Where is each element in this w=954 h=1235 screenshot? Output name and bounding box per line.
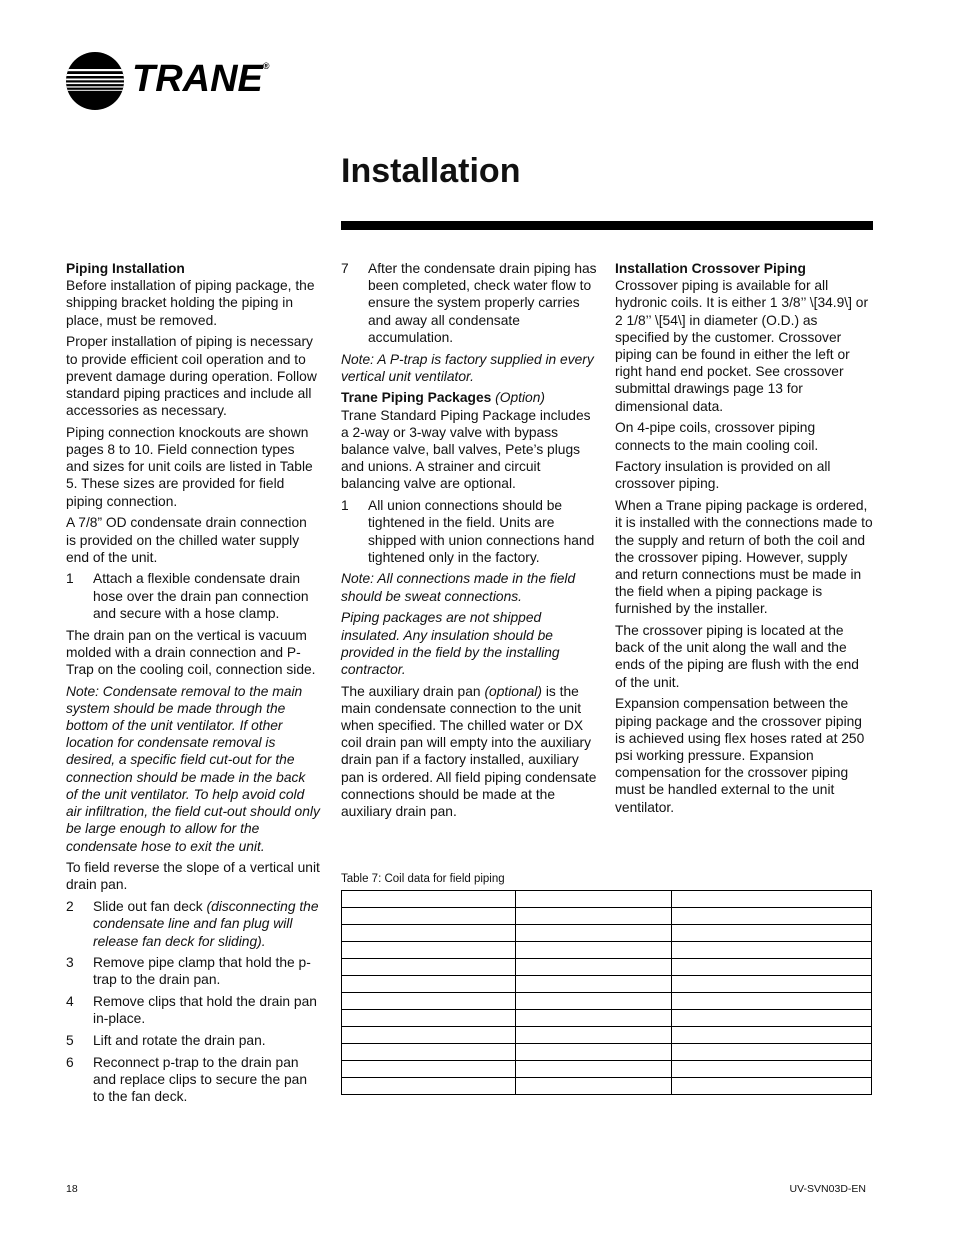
table-cell: [516, 976, 672, 993]
piping-installation-section: [66, 260, 320, 329]
step-number: 5: [66, 1033, 74, 1049]
note: Note: A P-trap is factory supplied in every vertical unit ventilator.: [341, 351, 594, 384]
step-item: [66, 993, 320, 1027]
table-cell: [516, 1010, 672, 1027]
table-cell: [342, 891, 516, 908]
paragraph: The drain pan on the vertical is vacuum molded with a drain connection and P-Trap on the cooling coil, connection side.: [66, 627, 316, 677]
step-item: [66, 1032, 320, 1049]
section-heading: Installation Crossover Piping: [615, 261, 806, 276]
table-row: [342, 1027, 872, 1044]
table-cell: [672, 1044, 872, 1061]
table-cell: [516, 925, 672, 942]
paragraph: Factory insulation is provided on all crossover piping.: [615, 459, 831, 492]
table-cell: [342, 925, 516, 942]
table-cell: [342, 993, 516, 1010]
section-heading: Trane Piping Packages: [341, 390, 492, 406]
coil-data-table: [341, 890, 872, 1095]
paragraph: The auxiliary drain pan (optional) is the main condensate connection to the unit when specified. The chilled water or DX coil drain pan will empty into the auxiliary drain pan if a factory installed, auxiliary pan is ordered. All field piping condensate connections should be made at the auxiliary drain pan.: [341, 683, 597, 820]
table-row: [342, 942, 872, 959]
trane-wordmark: TRANE®: [132, 58, 270, 100]
table-cell: [342, 1061, 516, 1078]
note: Note: All connections made in the field should be sweat connections.: [341, 571, 576, 604]
table-row: [342, 976, 872, 993]
page-number: 18: [66, 1183, 78, 1195]
table-cell: [342, 942, 516, 959]
column-2: [341, 260, 597, 825]
paragraph: Crossover piping is available for all hydronic coils. It is either 1 3/8’’ \[34.9\] or 2 1/8’’ \[54\] in diameter (O.D.) as specified by the customer. Crossover piping can be found in either the left or right hand end pocket. See crossover submittal drawings page 13 for dimensional data.: [615, 278, 869, 414]
table-cell: [516, 959, 672, 976]
step-text: Remove pipe clamp that hold the p-trap to the drain pan.: [93, 955, 311, 988]
table-cell: [672, 891, 872, 908]
paragraph: Expansion compensation between the piping package and the crossover piping is achieved using flex hoses rated at 250 psi working pressure. Expansion compensation for the crossover piping must be handled external to the unit ventilator.: [615, 696, 865, 815]
paragraph: A 7/8” OD condensate drain connection is provided on the chilled water supply end of the unit.: [66, 515, 307, 565]
table-cell: [516, 908, 672, 925]
step-text: Reconnect p-trap to the drain pan and replace clips to secure the pan to the fan deck.: [93, 1054, 307, 1105]
table-cell: [516, 1061, 672, 1078]
section-heading-option: (Option): [495, 390, 545, 406]
table-row: [342, 1044, 872, 1061]
paragraph: Before installation of piping package, the shipping bracket holding the piping in place, must be removed.: [66, 278, 315, 328]
paragraph: On 4-pipe coils, crossover piping connects to the main cooling coil.: [615, 420, 819, 453]
table-cell: [672, 1027, 872, 1044]
table-row: [342, 925, 872, 942]
step-text: Slide out fan deck (disconnecting the condensate line and fan plug will release fan deck for sliding).: [93, 899, 319, 949]
table-cell: [342, 908, 516, 925]
table-row: [342, 1010, 872, 1027]
step-number: 1: [66, 571, 74, 587]
step-text: Attach a flexible condensate drain hose over the drain pan connection and secure with a hose clamp.: [93, 571, 309, 621]
table-cell: [342, 1078, 516, 1095]
column-3: [615, 260, 873, 820]
table-caption: Table 7: Coil data for field piping: [341, 873, 505, 885]
table-cell: [672, 1010, 872, 1027]
table-cell: [672, 959, 872, 976]
table-row: [342, 959, 872, 976]
title-rule: [341, 221, 873, 230]
step-number: 1: [341, 498, 349, 514]
table-cell: [516, 942, 672, 959]
table-cell: [672, 993, 872, 1010]
table-cell: [516, 891, 672, 908]
step-number: 4: [66, 994, 74, 1010]
piping-packages-section: [341, 389, 597, 492]
table-cell: [672, 976, 872, 993]
step-text: After the condensate drain piping has been completed, check water flow to ensure the system properly carries and away all condensate accumulation.: [368, 261, 597, 345]
step-item: [66, 954, 320, 988]
paragraph: Proper installation of piping is necessary to provide efficient coil operation and to prevent damage during operation. Follow standard piping practices and include all accessories as necessary.: [66, 334, 317, 419]
table-cell: [672, 908, 872, 925]
step-item: [66, 898, 320, 950]
table-cell: [516, 1027, 672, 1044]
table-cell: [672, 942, 872, 959]
step-item: [341, 260, 597, 346]
paragraph: Trane Standard Piping Package includes a 2-way or 3-way valve with bypass balance valve, ball valves, Pete’s plugs and unions. A strainer and circuit balancing valve are optional.: [341, 407, 591, 492]
step-item: [341, 497, 597, 566]
table-row: [342, 993, 872, 1010]
table-cell: [672, 925, 872, 942]
table-row: [342, 1078, 872, 1095]
note: Piping packages are not shipped insulated. Any insulation should be provided in the field by the installing contractor.: [341, 610, 560, 677]
paragraph: When a Trane piping package is ordered, it is installed with the connections made to the supply and return of both the coil and the crossover piping. However, supply and return connections must be made in the field when a piping package is furnished by the installer.: [615, 498, 873, 617]
paragraph: Piping connection knockouts are shown pages 8 to 10. Field connection types and sizes for unit coils are listed in Table 5. These sizes are provided for field piping connection.: [66, 424, 313, 509]
step-item: [66, 570, 320, 622]
document-id: UV-SVN03D-EN: [789, 1183, 866, 1195]
step-number: 6: [66, 1054, 74, 1070]
step-text: All union connections should be tightened in the field. Units are shipped with union connections hand tightened only in the factory.: [368, 498, 595, 565]
paragraph: The crossover piping is located at the back of the unit along the wall and the ends of the piping are flush with the end of the unit.: [615, 623, 859, 690]
table-cell: [672, 1061, 872, 1078]
note: Note: Condensate removal to the main system should be made through the bottom of the unit ventilator. If other location for condensate removal is desired, a specific field cut-out for the connection should be made in the back of the unit ventilator. To help avoid cold air infiltration, the field cut-out should only be large enough to allow for the condensate hose to exit the unit.: [66, 683, 320, 854]
paragraph: To field reverse the slope of a vertical unit drain pan.: [66, 860, 320, 893]
table-cell: [516, 1044, 672, 1061]
column-1: [66, 260, 320, 1110]
section-heading: Piping Installation: [66, 261, 185, 276]
table-cell: [672, 1078, 872, 1095]
page-title: Installation: [341, 152, 521, 190]
step-text: Lift and rotate the drain pan.: [93, 1033, 266, 1049]
step-number: 7: [341, 261, 349, 276]
table-cell: [342, 959, 516, 976]
table-cell: [516, 1078, 672, 1095]
table-row: [342, 1061, 872, 1078]
table-row: [342, 891, 872, 908]
step-item: [66, 1054, 320, 1106]
table-cell: [342, 976, 516, 993]
table-cell: [342, 1027, 516, 1044]
table-cell: [516, 993, 672, 1010]
step-number: 3: [66, 955, 74, 971]
step-text: Remove clips that hold the drain pan in-place.: [93, 994, 317, 1027]
crossover-piping-section: [615, 260, 873, 415]
table-cell: [342, 1010, 516, 1027]
table-cell: [342, 1044, 516, 1061]
table-row: [342, 908, 872, 925]
step-number: 2: [66, 899, 74, 915]
